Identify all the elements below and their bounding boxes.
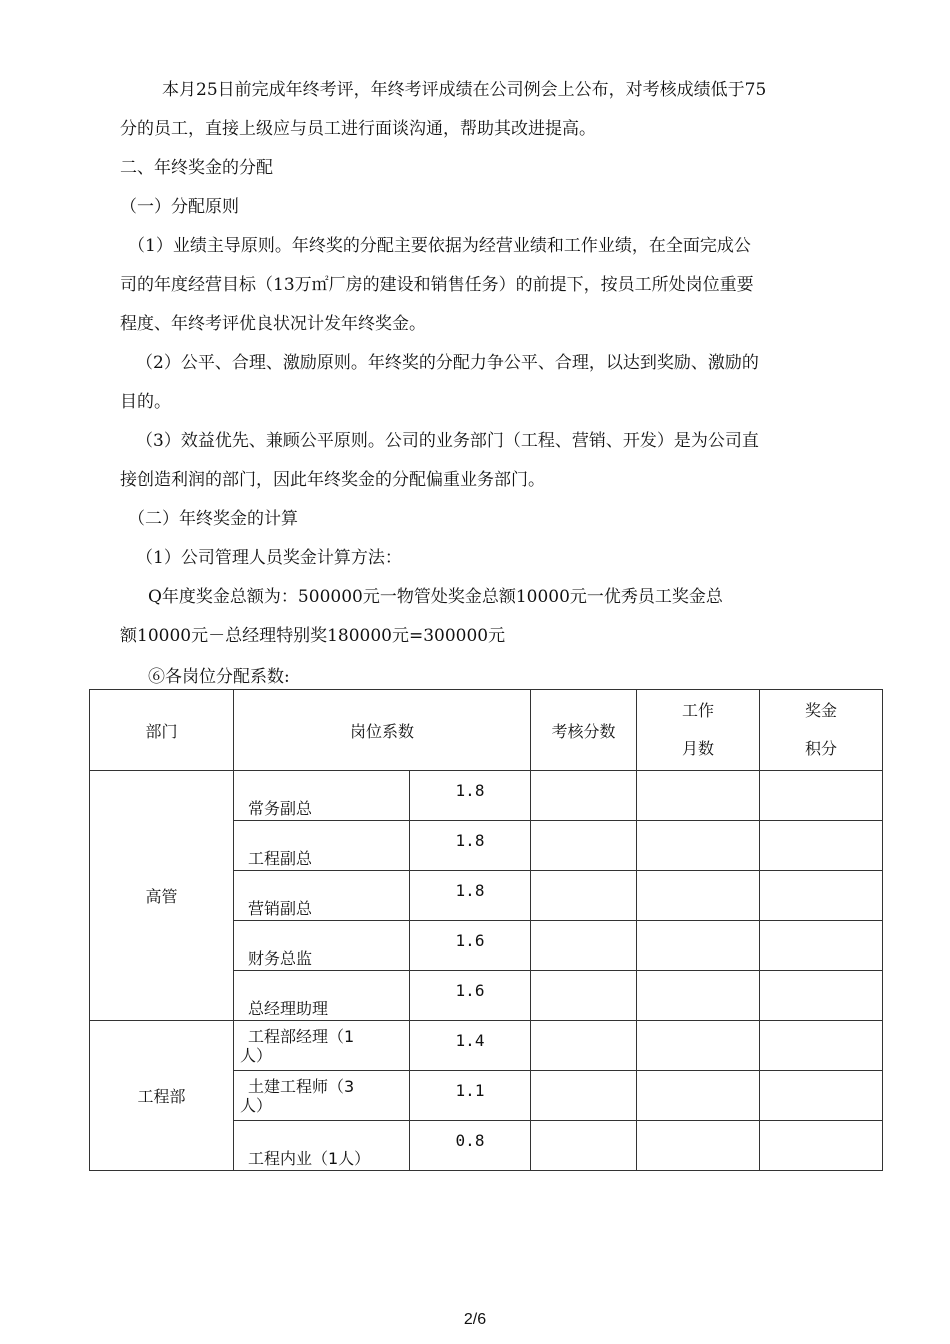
dept-cell-exec: 高管	[90, 771, 234, 1021]
months-cell	[637, 1021, 760, 1071]
score-cell	[531, 1121, 637, 1171]
months-cell	[637, 871, 760, 921]
position-cell: 营销副总	[234, 871, 410, 921]
months-cell	[637, 1071, 760, 1121]
score-cell	[531, 821, 637, 871]
position-cell	[234, 1071, 410, 1121]
table-caption: ⑥各岗位分配系数:	[148, 667, 290, 687]
coef-cell: 1.6	[410, 921, 531, 971]
position-cell: 总经理助理	[234, 971, 410, 1021]
months-cell	[637, 821, 760, 871]
header-points-2: 积分	[805, 739, 838, 758]
points-cell	[760, 1021, 883, 1071]
calc-method-line: （1）公司管理人员奖金计算方法：	[136, 548, 402, 568]
coefficient-table	[89, 689, 883, 1171]
principle-1-line-1: （1）业绩主导原则。年终奖的分配主要依据为经营业绩和工作业绩，在全面完成公	[128, 236, 751, 256]
paragraph-1-line-1: 本月25日前完成年终考评，年终考评成绩在公司例会上公布，对考核成绩低于75	[162, 80, 767, 100]
score-cell	[531, 771, 637, 821]
principle-3-line-2: 接创造利润的部门，因此年终奖金的分配偏重业务部门。	[120, 470, 545, 490]
table-row	[90, 1021, 883, 1071]
principle-1-line-2: 司的年度经营目标（13万㎡厂房的建设和销售任务）的前提下，按员工所处岗位重要	[120, 275, 754, 295]
points-cell	[760, 1121, 883, 1171]
position-line-1: 土建工程师（3	[248, 1076, 355, 1096]
points-cell	[760, 871, 883, 921]
coef-cell: 1.6	[410, 971, 531, 1021]
points-cell	[760, 921, 883, 971]
score-cell	[531, 921, 637, 971]
months-cell	[637, 771, 760, 821]
principle-1-line-3: 程度、年终考评优良状况计发年终奖金。	[120, 314, 426, 334]
months-cell	[637, 971, 760, 1021]
subheading-calculation: （二）年终奖金的计算	[128, 509, 298, 529]
header-dept: 部门	[90, 690, 234, 771]
header-points	[760, 690, 883, 771]
header-points-1: 奖金	[805, 701, 838, 720]
position-line-1: 工程部经理（1	[248, 1026, 355, 1046]
position-cell: 工程内业（1人）	[234, 1121, 410, 1171]
position-line-2: 人）	[240, 1095, 273, 1115]
coef-cell: 1.8	[410, 871, 531, 921]
header-months-1: 工作	[682, 701, 715, 720]
bonus-formula-line-1: Q年度奖金总额为：500000元一物管处奖金总额10000元一优秀员工奖金总	[148, 587, 723, 607]
score-cell	[531, 971, 637, 1021]
principle-2-line-2: 目的。	[120, 392, 171, 412]
score-cell	[531, 1021, 637, 1071]
score-cell	[531, 871, 637, 921]
position-line-2: 人）	[240, 1045, 273, 1065]
points-cell	[760, 821, 883, 871]
coef-cell: 1.8	[410, 821, 531, 871]
paragraph-1-line-2: 分的员工，直接上级应与员工进行面谈沟通，帮助其改进提高。	[120, 119, 596, 139]
position-cell: 常务副总	[234, 771, 410, 821]
points-cell	[760, 1071, 883, 1121]
section-heading-2: 二、年终奖金的分配	[120, 158, 273, 178]
header-months	[637, 690, 760, 771]
bonus-formula-line-2: 额10000元－总经理特别奖180000元=300000元	[120, 626, 506, 646]
coef-cell: 0.8	[410, 1121, 531, 1171]
header-score: 考核分数	[531, 690, 637, 771]
principle-3-line-1: （3）效益优先、兼顾公平原则。公司的业务部门（工程、营销、开发）是为公司直	[136, 431, 759, 451]
dept-cell-engineering: 工程部	[90, 1021, 234, 1171]
header-months-2: 月数	[682, 739, 715, 758]
coef-cell: 1.4	[410, 1021, 531, 1071]
points-cell	[760, 971, 883, 1021]
subheading-principles: （一）分配原则	[120, 197, 239, 217]
table-row	[90, 771, 883, 821]
position-cell	[234, 1021, 410, 1071]
coef-cell: 1.1	[410, 1071, 531, 1121]
position-cell: 工程副总	[234, 821, 410, 871]
months-cell	[637, 921, 760, 971]
page-number: 2/6	[463, 1311, 487, 1328]
position-cell: 财务总监	[234, 921, 410, 971]
table-header-row	[90, 690, 883, 771]
score-cell	[531, 1071, 637, 1121]
header-coef: 岗位系数	[234, 690, 531, 771]
coef-cell: 1.8	[410, 771, 531, 821]
months-cell	[637, 1121, 760, 1171]
points-cell	[760, 771, 883, 821]
principle-2-line-1: （2）公平、合理、激励原则。年终奖的分配力争公平、合理，以达到奖励、激励的	[136, 353, 759, 373]
